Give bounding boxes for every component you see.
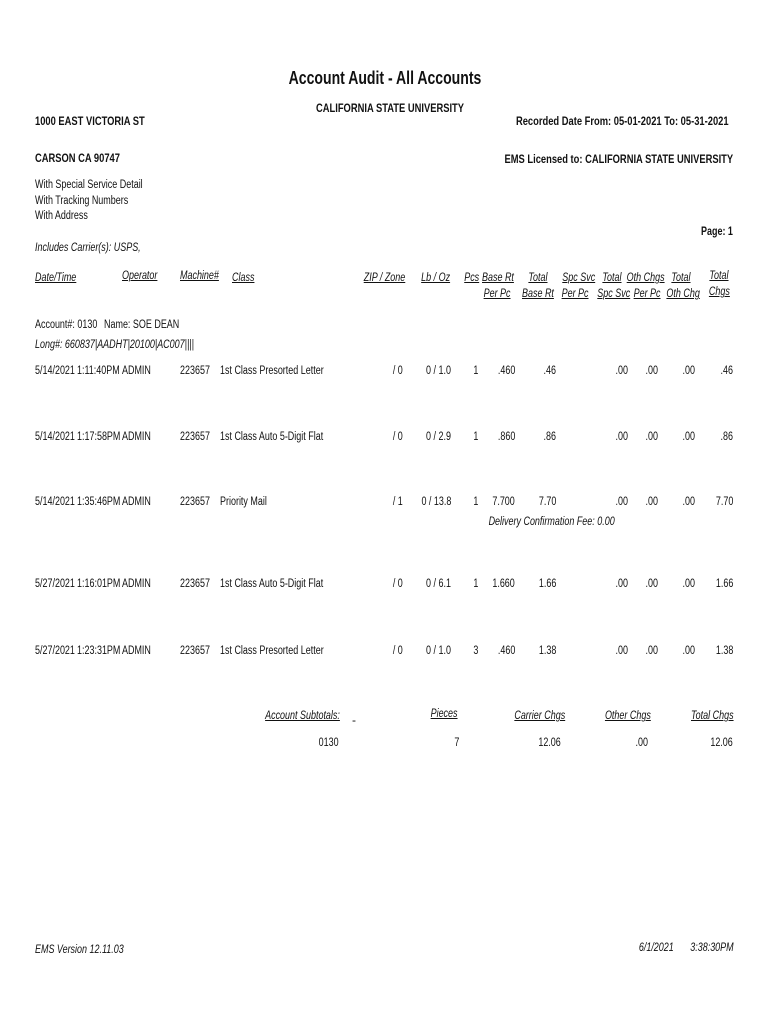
col-total-spc-2: Spc Svc	[597, 288, 630, 300]
cell-oth-per: .00	[645, 578, 658, 590]
row-note: Delivery Confirmation Fee: 0.00	[488, 516, 615, 528]
col-operator: Operator	[122, 270, 158, 282]
col-total-chgs-2: Chgs	[709, 286, 730, 298]
col-spc-svc-2: Per Pc	[562, 288, 589, 300]
cell-total: 7.70	[715, 496, 733, 508]
col-lb-oz: Lb / Oz	[421, 272, 450, 284]
subtotals-other-label: Other Chgs	[605, 710, 651, 722]
cell-class: 1st Class Auto 5-Digit Flat	[220, 431, 324, 443]
subtotals-dash: -	[352, 713, 356, 727]
subtotals-account: 0130	[319, 737, 339, 749]
cell-pcs: 3	[473, 645, 478, 657]
cell-lboz: 0 / 1.0	[426, 645, 451, 657]
subtotals-total-label: Total Chgs	[691, 710, 734, 722]
cell-lboz: 0 / 6.1	[426, 578, 451, 590]
option-address: With Address	[35, 210, 88, 222]
cell-machine: 223657	[180, 365, 210, 377]
cell-zip: / 1	[393, 496, 403, 508]
cell-machine: 223657	[180, 496, 210, 508]
col-pcs: Pcs	[464, 272, 479, 284]
cell-lboz: 0 / 13.8	[421, 496, 451, 508]
cell-total-base: .86	[543, 431, 556, 443]
cell-zip: / 0	[393, 365, 403, 377]
col-total-base-1: Total	[528, 272, 548, 284]
cell-base-rt: .860	[497, 431, 515, 443]
cell-base-rt: .460	[497, 365, 515, 377]
subtotals-carrier-label: Carrier Chgs	[514, 710, 565, 722]
cell-total-spc: .00	[615, 578, 628, 590]
cell-base-rt: 7.700	[492, 496, 515, 508]
col-total-chgs-1: Total	[709, 270, 729, 282]
cell-lboz: 0 / 2.9	[426, 431, 451, 443]
cell-class: Priority Mail	[220, 496, 267, 508]
cell-pcs: 1	[473, 496, 478, 508]
cell-pcs: 1	[473, 365, 478, 377]
cell-operator: ADMIN	[122, 496, 151, 508]
cell-oth-per: .00	[645, 496, 658, 508]
cell-class: 1st Class Presorted Letter	[220, 365, 324, 377]
cell-oth-per: .00	[645, 431, 658, 443]
account-number: Account#: 0130	[35, 319, 98, 331]
account-name: Name: SOE DEAN	[104, 319, 180, 331]
cell-total: 1.38	[715, 645, 733, 657]
cell-class: 1st Class Presorted Letter	[220, 645, 324, 657]
col-total-oth-1: Total	[671, 272, 691, 284]
option-special-service: With Special Service Detail	[35, 179, 143, 191]
footer-time: 3:38:30PM	[690, 942, 734, 954]
cell-zip: / 0	[393, 645, 403, 657]
col-total-base-2: Base Rt	[522, 288, 554, 300]
cell-time: 1:16:01PM	[77, 578, 121, 590]
cell-total: .46	[720, 365, 733, 377]
cell-oth-per: .00	[645, 645, 658, 657]
cell-date: 5/14/2021	[35, 365, 75, 377]
address-line-1: 1000 EAST VICTORIA ST	[35, 114, 145, 128]
cell-machine: 223657	[180, 578, 210, 590]
cell-class: 1st Class Auto 5-Digit Flat	[220, 578, 324, 590]
report-title: Account Audit - All Accounts	[288, 68, 482, 88]
licensed-to: EMS Licensed to: CALIFORNIA STATE UNIVERSITY	[504, 152, 733, 166]
option-tracking: With Tracking Numbers	[35, 195, 129, 207]
subtotals-label: Account Subtotals:	[265, 710, 340, 722]
cell-operator: ADMIN	[122, 645, 151, 657]
col-total-spc-1: Total	[602, 272, 622, 284]
cell-time: 1:11:40PM	[77, 365, 120, 377]
cell-operator: ADMIN	[122, 431, 151, 443]
footer-date: 6/1/2021	[639, 942, 674, 954]
col-oth-chgs-2: Per Pc	[634, 288, 661, 300]
subtotals-pieces: 7	[454, 737, 459, 749]
cell-total-oth: .00	[682, 365, 695, 377]
recorded-date-range: Recorded Date From: 05-01-2021 To: 05-31-2021	[516, 114, 729, 128]
cell-total: .86	[720, 431, 733, 443]
col-base-rt-1: Base Rt	[482, 272, 514, 284]
cell-base-rt: .460	[497, 645, 515, 657]
page-number: Page: 1	[701, 226, 733, 238]
cell-total-spc: .00	[615, 431, 628, 443]
cell-total-base: 1.38	[538, 645, 556, 657]
cell-date: 5/27/2021	[35, 645, 75, 657]
cell-time: 1:17:58PM	[77, 431, 121, 443]
subtotals-other: .00	[635, 737, 648, 749]
cell-zip: / 0	[393, 431, 403, 443]
subtotals-total: 12.06	[710, 737, 733, 749]
cell-pcs: 1	[473, 578, 478, 590]
cell-date: 5/27/2021	[35, 578, 75, 590]
cell-total-oth: .00	[682, 431, 695, 443]
col-machine: Machine#	[180, 270, 219, 282]
cell-total-base: 7.70	[538, 496, 556, 508]
cell-date: 5/14/2021	[35, 496, 75, 508]
cell-base-rt: 1.660	[492, 578, 515, 590]
cell-total-spc: .00	[615, 645, 628, 657]
cell-pcs: 1	[473, 431, 478, 443]
subtotals-carrier: 12.06	[538, 737, 561, 749]
cell-total-spc: .00	[615, 365, 628, 377]
cell-total-oth: .00	[682, 645, 695, 657]
cell-time: 1:23:31PM	[77, 645, 121, 657]
col-oth-chgs-1: Oth Chgs	[627, 272, 665, 284]
col-zip-zone: ZIP / Zone	[363, 272, 405, 284]
cell-total-spc: .00	[615, 496, 628, 508]
cell-total-base: 1.66	[538, 578, 556, 590]
cell-lboz: 0 / 1.0	[426, 365, 451, 377]
subtotals-pieces-label: Pieces	[431, 708, 458, 720]
col-datetime: Date/Time	[35, 272, 77, 284]
cell-operator: ADMIN	[122, 365, 151, 377]
cell-time: 1:35:46PM	[77, 496, 121, 508]
cell-date: 5/14/2021	[35, 431, 75, 443]
col-class: Class	[232, 272, 255, 284]
includes-carriers: Includes Carrier(s): USPS,	[35, 242, 141, 254]
col-spc-svc-1: Spc Svc	[562, 272, 595, 284]
cell-machine: 223657	[180, 645, 210, 657]
org-name: CALIFORNIA STATE UNIVERSITY	[315, 101, 465, 115]
ems-version: EMS Version 12.11.03	[35, 944, 124, 956]
cell-total: 1.66	[715, 578, 733, 590]
cell-total-base: .46	[543, 365, 556, 377]
address-line-2: CARSON CA 90747	[35, 151, 120, 165]
cell-total-oth: .00	[682, 578, 695, 590]
col-base-rt-2: Per Pc	[484, 288, 511, 300]
cell-zip: / 0	[393, 578, 403, 590]
cell-machine: 223657	[180, 431, 210, 443]
col-total-oth-2: Oth Chg	[666, 288, 700, 300]
cell-total-oth: .00	[682, 496, 695, 508]
cell-operator: ADMIN	[122, 578, 151, 590]
account-long-number: Long#: 660837|AADHT|20100|AC007||||	[35, 339, 194, 351]
cell-oth-per: .00	[645, 365, 658, 377]
